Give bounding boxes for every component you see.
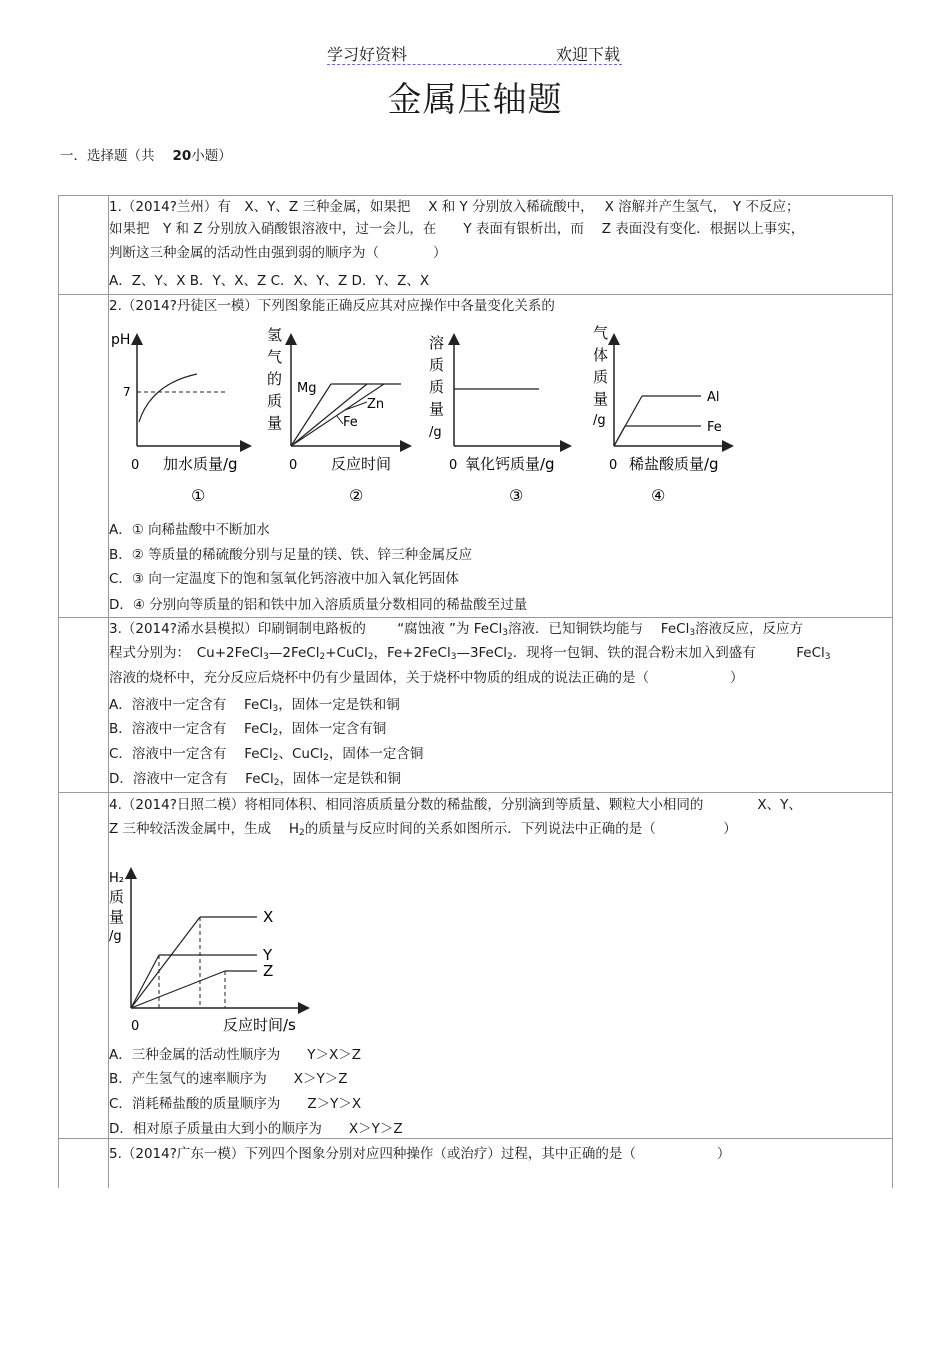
graph-hydrogen (267, 326, 409, 505)
q3-line3: 溶液的烧杯中，充分反应后烧杯中仍有少量固体，关于烧杯中物质的组成的说法正确的是（ ） (109, 670, 744, 686)
graph-gas (593, 324, 731, 505)
graph4-ylabel-5: /g (593, 413, 606, 428)
graph2-ylabel-3: 的 (267, 370, 283, 388)
q4-option-c: C．消耗稀盐酸的质量顺序为 Z＞Y＞X (109, 1096, 362, 1112)
q1-options: A．Z、Y、X B．Y、X、Z C．X、Y、Z D．Y、Z、X (109, 273, 430, 289)
graph3-origin: 0 (449, 458, 458, 473)
graph3-xlabel: 氧化钙质量/g (465, 455, 555, 473)
graph4-ylabel-4: 量 (593, 390, 609, 408)
header-left-text: 学习好资料 (327, 45, 408, 64)
q1-line2: 如果把 Y 和 Z 分别放入硝酸银溶液中，过一会儿，在 Y 表面有银析出，而 Z 表面没有变化．根据以上事实， (109, 221, 805, 237)
graph2-zn: Zn (367, 397, 385, 412)
graph3-ylabel-5: /g (429, 425, 442, 440)
graph-solute (429, 334, 569, 505)
q1-line1: 1.（2014?兰州）有 X、Y、Z 三种金属，如果把 X 和 Y 分别放入稀硫酸中， X 溶解并产生氢气， Y 不反应； (109, 199, 800, 215)
graph3-ylabel-4: 量 (429, 400, 445, 418)
q4-option-d: D．相对原子质量由大到小的顺序为 X＞Y＞Z (109, 1121, 403, 1137)
q4-option-a: A．三种金属的活动性顺序为 Y＞X＞Z (109, 1047, 361, 1063)
section-count: 20 (172, 148, 192, 164)
page-header (327, 42, 622, 65)
q2-option-d: D．④ 分别向等质量的铝和铁中加入溶质质量分数相同的稀盐酸至过量 (109, 597, 528, 613)
q5-line1: 5.（2014?广东一模）下列四个图象分别对应四种操作（或治疗）过程，其中正确的是（ ） (109, 1146, 731, 1162)
graph1-xlabel: 加水质量/g (163, 455, 238, 473)
graph2-ylabel-4: 质 (267, 392, 283, 410)
q3-option-a: A．溶液中一定含有 FeCl$_3$，固体一定是铁和铜 (109, 697, 400, 714)
graph3-ylabel-2: 质 (429, 356, 445, 374)
graph1-number: ① (191, 486, 206, 505)
q4-ylabel-4: /g (109, 929, 122, 944)
q3-option-c: C．溶液中一定含有 FeCl$_2$、CuCl$_2$，固体一定含铜 (109, 746, 424, 763)
row-divider (59, 617, 892, 618)
q4-ylabel-2: 质 (109, 888, 125, 906)
row-divider (59, 792, 892, 793)
graph1-ylabel: pH (111, 332, 131, 348)
graph2-mg: Mg (297, 381, 317, 396)
graph2-ylabel-5: 量 (267, 414, 283, 432)
q4-line2: Z 三种较活泼金属中，生成 $H_2$的质量与反应时间的关系如图所示．下列说法中正确的是（ ） (109, 821, 737, 838)
graph2-ylabel-2: 气 (267, 348, 283, 366)
graph2-origin: 0 (289, 458, 298, 473)
graph2-fe: Fe (343, 415, 358, 430)
graph4-fe: Fe (707, 420, 722, 435)
q4-origin: 0 (131, 1019, 140, 1034)
q4-label-z: Z (263, 962, 274, 980)
q2-option-b: B．② 等质量的稀硫酸分别与足量的镁、铁、锌三种金属反应 (109, 547, 473, 563)
graph2-ylabel-1: 氢 (267, 326, 283, 344)
q4-label-x: X (263, 908, 274, 926)
q2-graphs (109, 324, 749, 514)
q4-label-y: Y (263, 946, 273, 964)
q4-graph (107, 864, 377, 1044)
graph4-xlabel: 稀盐酸质量/g (629, 455, 719, 473)
q3-l1a: 3.（2014?浠水县模拟）印刷铜制电路板的 “腐蚀液 ”为 FeCl (109, 621, 503, 637)
q2-option-a: A．① 向稀盐酸中不断加水 (109, 522, 270, 538)
section-heading (60, 144, 232, 164)
graph4-al: Al (707, 390, 720, 405)
q4-option-b: B．产生氢气的速率顺序为 X＞Y＞Z (109, 1071, 348, 1087)
row-divider (59, 1138, 892, 1139)
question-table (58, 195, 893, 1188)
graph2-xlabel: 反应时间 (331, 455, 392, 473)
graph3-ylabel-3: 质 (429, 378, 445, 396)
page-title: 金属压轴题 (387, 80, 563, 120)
graph4-number: ④ (651, 486, 666, 505)
q4-xlabel: 反应时间/s (223, 1016, 296, 1034)
graph4-ylabel-1: 气 (593, 324, 609, 342)
q3-line1: 3.（2014?浠水县模拟）印刷铜制电路板的 “腐蚀液 ”为 FeCl$_3$溶液．已知铜铁均能与 FeCl$_3$溶液反应，反应方 (109, 621, 804, 638)
graph-ph (111, 332, 249, 505)
graph3-ylabel-1: 溶 (429, 334, 445, 352)
graph4-ylabel-2: 体 (593, 346, 609, 364)
q2-option-c: C．③ 向一定温度下的饱和氢氧化钙溶液中加入氧化钙固体 (109, 571, 459, 587)
q3-l1b: 溶液．已知铜铁均能与 FeCl (508, 621, 690, 637)
q3-l1c: 溶液反应，反应方 (695, 621, 804, 637)
graph3-number: ③ (509, 486, 524, 505)
q3-option-b: B．溶液中一定含有 FeCl$_2$，固体一定含有铜 (109, 721, 387, 738)
graph4-origin: 0 (609, 458, 618, 473)
graph4-ylabel-3: 质 (593, 368, 609, 386)
section-prefix: 一．选择题（共 (60, 148, 155, 164)
row-divider (59, 294, 892, 295)
q1-line3: 判断这三种金属的活动性由强到弱的顺序为（ ） (109, 245, 447, 261)
q4-ylabel-1: H₂ (109, 871, 124, 886)
q2-line1: 2.（2014?丹徒区一模）下列图象能正确反应其对应操作中各量变化关系的 (109, 298, 555, 314)
graph2-number: ② (349, 486, 364, 505)
q3-line2: 程式分别为： Cu+2FeCl$_3$—2FeCl$_2$+CuCl$_2$，Fe+2FeCl$_3$—3FeCl$_2$．现将一包铜、铁的混合粉末加入到盛有 FeCl$_3$ (109, 645, 831, 662)
q3-option-d: D．溶液中一定含有 FeCl$_2$，固体一定是铁和铜 (109, 771, 401, 788)
graph1-origin: 0 (131, 458, 140, 473)
q4-ylabel-3: 量 (109, 908, 125, 926)
graph1-ref: 7 (123, 385, 131, 399)
section-suffix: 小题） (191, 148, 232, 164)
header-right-text: 欢迎下载 (555, 45, 620, 64)
q4-line1: 4.（2014?日照二模）将相同体积、相同溶质质量分数的稀盐酸，分别滴到等质量、颗粒大小相同的 X、Y、 (109, 797, 802, 813)
